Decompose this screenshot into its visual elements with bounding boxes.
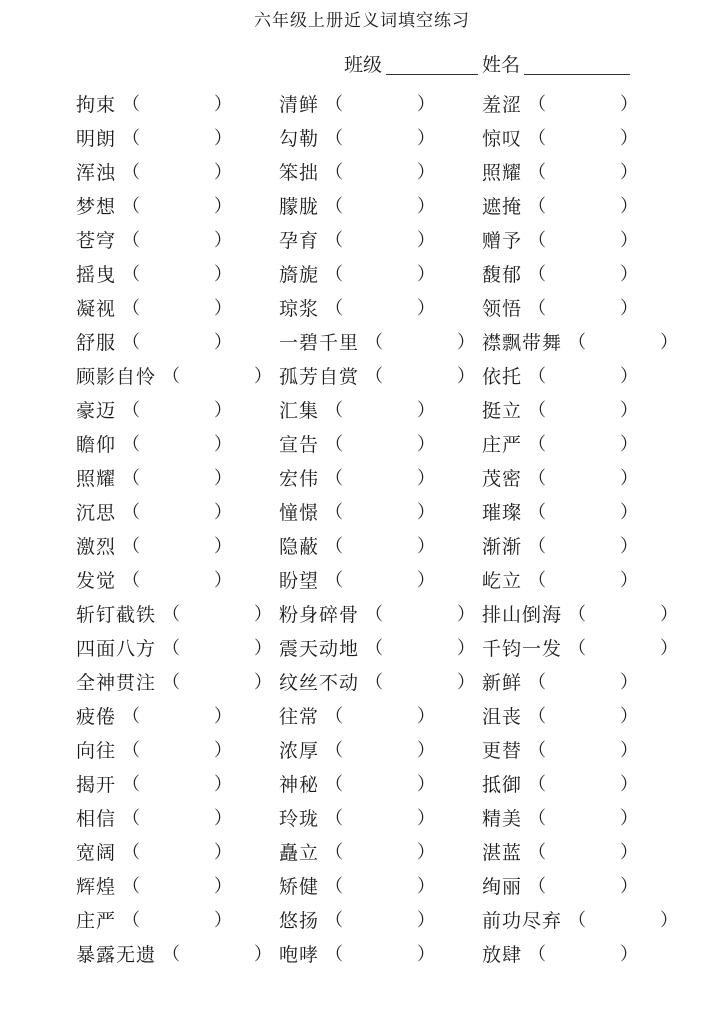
student-info	[344, 50, 634, 77]
answer-paren-open: （	[528, 502, 546, 523]
vocab-word: 全神贯注	[76, 672, 157, 694]
answer-paren-close: ）	[214, 536, 232, 557]
answer-paren-close: ）	[214, 94, 232, 115]
vocab-word: 盼望	[279, 570, 320, 592]
vocab-word: 咆哮	[279, 944, 320, 966]
answer-paren-open: （	[528, 196, 546, 217]
answer-paren-open: （	[122, 842, 140, 863]
answer-paren-open: （	[325, 774, 343, 795]
vocab-word: 发觉	[76, 570, 117, 592]
answer-paren-open: （	[528, 230, 546, 251]
answer-paren-close: ）	[214, 570, 232, 591]
answer-paren-open: （	[122, 400, 140, 421]
answer-paren-open: （	[122, 502, 140, 523]
vocab-word: 疲倦	[76, 706, 117, 728]
answer-paren-close: ）	[457, 672, 475, 693]
answer-paren-open: （	[528, 298, 546, 319]
answer-paren-open: （	[528, 162, 546, 183]
answer-paren-close: ）	[417, 196, 435, 217]
vocab-word: 一碧千里	[279, 332, 360, 354]
answer-paren-open: （	[568, 332, 586, 353]
answer-paren-close: ）	[214, 230, 232, 251]
answer-paren-close: ）	[620, 298, 638, 319]
vocab-word: 矫健	[279, 876, 320, 898]
vocab-word: 沉思	[76, 502, 117, 524]
answer-paren-close: ）	[620, 774, 638, 795]
answer-paren-close: ）	[417, 740, 435, 761]
vocab-word: 朦胧	[279, 196, 320, 218]
vocab-word: 放肆	[482, 944, 523, 966]
answer-paren-open: （	[122, 536, 140, 557]
vocab-word: 憧憬	[279, 502, 320, 524]
vocab-word: 汇集	[279, 400, 320, 422]
vocab-word: 豪迈	[76, 400, 117, 422]
answer-paren-open: （	[325, 128, 343, 149]
vocab-word: 浓厚	[279, 740, 320, 762]
answer-paren-close: ）	[214, 910, 232, 931]
vocab-word: 梦想	[76, 196, 117, 218]
vocab-word: 千钧一发	[482, 638, 563, 660]
answer-paren-open: （	[365, 672, 383, 693]
vocab-word: 遮掩	[482, 196, 523, 218]
vocab-word: 排山倒海	[482, 604, 563, 626]
vocab-word: 相信	[76, 808, 117, 830]
answer-paren-close: ）	[620, 706, 638, 727]
answer-paren-open: （	[122, 162, 140, 183]
answer-paren-open: （	[122, 196, 140, 217]
vocab-word: 湛蓝	[482, 842, 523, 864]
vocab-word: 向往	[76, 740, 117, 762]
answer-paren-open: （	[325, 298, 343, 319]
vocab-word: 惊叹	[482, 128, 523, 150]
answer-paren-close: ）	[214, 774, 232, 795]
vocab-word: 更替	[482, 740, 523, 762]
answer-paren-close: ）	[620, 876, 638, 897]
answer-paren-close: ）	[254, 944, 272, 965]
answer-paren-close: ）	[214, 162, 232, 183]
vocab-word: 襟飘带舞	[482, 332, 563, 354]
answer-paren-close: ）	[417, 94, 435, 115]
answer-paren-close: ）	[620, 94, 638, 115]
answer-paren-close: ）	[660, 604, 678, 625]
answer-paren-close: ）	[620, 196, 638, 217]
answer-paren-close: ）	[620, 944, 638, 965]
vocab-word: 宽阔	[76, 842, 117, 864]
answer-paren-open: （	[162, 638, 180, 659]
answer-paren-open: （	[122, 876, 140, 897]
answer-paren-close: ）	[620, 740, 638, 761]
answer-paren-open: （	[528, 774, 546, 795]
vocab-word: 神秘	[279, 774, 320, 796]
answer-paren-close: ）	[620, 264, 638, 285]
answer-paren-close: ）	[214, 876, 232, 897]
vocab-word: 摇曳	[76, 264, 117, 286]
answer-paren-open: （	[568, 604, 586, 625]
answer-paren-open: （	[528, 706, 546, 727]
answer-paren-open: （	[122, 264, 140, 285]
vocab-word: 宏伟	[279, 468, 320, 490]
vocab-word: 宣告	[279, 434, 320, 456]
answer-paren-open: （	[528, 672, 546, 693]
answer-paren-open: （	[528, 400, 546, 421]
answer-paren-open: （	[528, 876, 546, 897]
answer-paren-open: （	[528, 128, 546, 149]
answer-paren-close: ）	[417, 842, 435, 863]
answer-paren-close: ）	[417, 230, 435, 251]
answer-paren-close: ）	[417, 298, 435, 319]
vocab-word: 渐渐	[482, 536, 523, 558]
answer-paren-close: ）	[417, 808, 435, 829]
vocab-word: 苍穹	[76, 230, 117, 252]
answer-paren-open: （	[528, 94, 546, 115]
answer-paren-close: ）	[214, 332, 232, 353]
answer-paren-close: ）	[254, 638, 272, 659]
answer-paren-close: ）	[214, 842, 232, 863]
answer-paren-close: ）	[660, 332, 678, 353]
vocab-word: 凝视	[76, 298, 117, 320]
answer-paren-open: （	[122, 332, 140, 353]
vocab-word: 明朗	[76, 128, 117, 150]
answer-paren-close: ）	[620, 366, 638, 387]
vocab-word: 沮丧	[482, 706, 523, 728]
vocab-word: 旖旎	[279, 264, 320, 286]
answer-paren-open: （	[325, 162, 343, 183]
vocab-word: 茂密	[482, 468, 523, 490]
answer-paren-open: （	[325, 876, 343, 897]
worksheet-title: 六年级上册近义词填空练习	[254, 11, 470, 31]
answer-paren-open: （	[325, 570, 343, 591]
answer-paren-close: ）	[254, 366, 272, 387]
vocab-word: 震天动地	[279, 638, 360, 660]
answer-paren-open: （	[122, 468, 140, 489]
answer-paren-open: （	[122, 298, 140, 319]
vocab-word: 激烈	[76, 536, 117, 558]
answer-paren-open: （	[162, 366, 180, 387]
answer-paren-close: ）	[417, 910, 435, 931]
answer-paren-open: （	[528, 434, 546, 455]
answer-paren-open: （	[325, 468, 343, 489]
answer-paren-close: ）	[254, 604, 272, 625]
answer-paren-open: （	[325, 434, 343, 455]
answer-paren-open: （	[325, 842, 343, 863]
answer-paren-close: ）	[457, 604, 475, 625]
vocab-word: 领悟	[482, 298, 523, 320]
vocab-word: 抵御	[482, 774, 523, 796]
answer-paren-close: ）	[417, 434, 435, 455]
answer-paren-open: （	[325, 94, 343, 115]
answer-paren-open: （	[122, 570, 140, 591]
vocab-word: 往常	[279, 706, 320, 728]
vocab-word: 清鲜	[279, 94, 320, 116]
name-label: 姓名	[482, 54, 521, 76]
answer-paren-close: ）	[620, 434, 638, 455]
vocab-word: 拘束	[76, 94, 117, 116]
answer-paren-open: （	[528, 468, 546, 489]
class-blank[interactable]	[386, 54, 478, 75]
answer-paren-close: ）	[214, 740, 232, 761]
answer-paren-close: ）	[214, 264, 232, 285]
answer-paren-close: ）	[620, 808, 638, 829]
vocab-word: 隐蔽	[279, 536, 320, 558]
answer-paren-close: ）	[254, 672, 272, 693]
answer-paren-open: （	[325, 196, 343, 217]
answer-paren-open: （	[122, 94, 140, 115]
answer-paren-open: （	[528, 842, 546, 863]
vocab-word: 粉身碎骨	[279, 604, 360, 626]
answer-paren-open: （	[162, 604, 180, 625]
answer-paren-open: （	[528, 264, 546, 285]
answer-paren-open: （	[122, 706, 140, 727]
vocab-word: 新鲜	[482, 672, 523, 694]
answer-paren-close: ）	[417, 536, 435, 557]
answer-paren-open: （	[528, 366, 546, 387]
answer-paren-open: （	[122, 434, 140, 455]
answer-paren-open: （	[162, 944, 180, 965]
vocab-word: 庄严	[482, 434, 523, 456]
answer-paren-open: （	[325, 706, 343, 727]
answer-paren-close: ）	[417, 502, 435, 523]
vocab-word: 照耀	[76, 468, 117, 490]
vocab-word: 舒服	[76, 332, 117, 354]
answer-paren-close: ）	[214, 298, 232, 319]
answer-paren-open: （	[122, 910, 140, 931]
vocab-word: 暴露无遗	[76, 944, 157, 966]
vocab-word: 孕育	[279, 230, 320, 252]
vocab-word: 挺立	[482, 400, 523, 422]
vocab-word: 浑浊	[76, 162, 117, 184]
answer-paren-close: ）	[214, 468, 232, 489]
answer-paren-open: （	[122, 230, 140, 251]
answer-paren-open: （	[122, 808, 140, 829]
vocab-word: 玲珑	[279, 808, 320, 830]
answer-paren-close: ）	[660, 638, 678, 659]
answer-paren-close: ）	[417, 706, 435, 727]
answer-paren-close: ）	[620, 162, 638, 183]
answer-paren-open: （	[365, 332, 383, 353]
vocab-word: 羞涩	[482, 94, 523, 116]
answer-paren-open: （	[325, 400, 343, 421]
answer-paren-close: ）	[214, 128, 232, 149]
answer-paren-close: ）	[214, 808, 232, 829]
answer-paren-open: （	[528, 740, 546, 761]
answer-paren-close: ）	[417, 400, 435, 421]
answer-paren-open: （	[325, 944, 343, 965]
answer-paren-close: ）	[457, 332, 475, 353]
answer-paren-open: （	[365, 638, 383, 659]
vocab-word: 纹丝不动	[279, 672, 360, 694]
answer-paren-close: ）	[214, 434, 232, 455]
answer-paren-close: ）	[417, 128, 435, 149]
vocab-word: 斩钉截铁	[76, 604, 157, 626]
answer-paren-open: （	[365, 366, 383, 387]
answer-paren-open: （	[325, 230, 343, 251]
answer-paren-open: （	[122, 128, 140, 149]
vocab-word: 精美	[482, 808, 523, 830]
answer-paren-open: （	[528, 536, 546, 557]
answer-paren-close: ）	[417, 944, 435, 965]
vocab-word: 前功尽弃	[482, 910, 563, 932]
answer-paren-close: ）	[620, 468, 638, 489]
name-blank[interactable]	[524, 54, 630, 75]
answer-paren-open: （	[122, 740, 140, 761]
vocab-word: 悠扬	[279, 910, 320, 932]
answer-paren-open: （	[325, 910, 343, 931]
answer-paren-open: （	[528, 808, 546, 829]
vocab-word: 孤芳自赏	[279, 366, 360, 388]
answer-paren-close: ）	[620, 842, 638, 863]
answer-paren-close: ）	[417, 468, 435, 489]
vocab-word: 四面八方	[76, 638, 157, 660]
answer-paren-open: （	[568, 638, 586, 659]
vocab-word: 琼浆	[279, 298, 320, 320]
answer-paren-close: ）	[417, 264, 435, 285]
answer-paren-open: （	[325, 502, 343, 523]
answer-paren-close: ）	[620, 128, 638, 149]
vocab-word: 庄严	[76, 910, 117, 932]
answer-paren-close: ）	[620, 536, 638, 557]
answer-paren-open: （	[365, 604, 383, 625]
answer-paren-close: ）	[214, 196, 232, 217]
vocab-word: 璀璨	[482, 502, 523, 524]
answer-paren-open: （	[162, 672, 180, 693]
answer-paren-close: ）	[620, 400, 638, 421]
vocab-word: 依托	[482, 366, 523, 388]
vocab-word: 瞻仰	[76, 434, 117, 456]
answer-paren-close: ）	[214, 706, 232, 727]
answer-paren-close: ）	[620, 502, 638, 523]
answer-paren-close: ）	[457, 638, 475, 659]
vocab-word: 馥郁	[482, 264, 523, 286]
answer-paren-open: （	[325, 808, 343, 829]
vocab-word: 照耀	[482, 162, 523, 184]
vocab-word: 顾影自怜	[76, 366, 157, 388]
answer-paren-open: （	[528, 570, 546, 591]
answer-paren-close: ）	[214, 502, 232, 523]
answer-paren-open: （	[528, 944, 546, 965]
answer-paren-close: ）	[620, 230, 638, 251]
vocab-word: 绚丽	[482, 876, 523, 898]
vocab-word: 笨拙	[279, 162, 320, 184]
answer-paren-close: ）	[457, 366, 475, 387]
answer-paren-open: （	[568, 910, 586, 931]
answer-paren-close: ）	[417, 570, 435, 591]
vocab-word: 揭开	[76, 774, 117, 796]
class-label: 班级	[344, 54, 383, 76]
vocab-word: 矗立	[279, 842, 320, 864]
answer-paren-close: ）	[620, 672, 638, 693]
answer-paren-close: ）	[417, 774, 435, 795]
answer-paren-open: （	[325, 536, 343, 557]
answer-paren-close: ）	[417, 162, 435, 183]
answer-paren-close: ）	[214, 400, 232, 421]
answer-paren-open: （	[122, 774, 140, 795]
vocab-word: 赠予	[482, 230, 523, 252]
vocab-word: 勾勒	[279, 128, 320, 150]
vocab-word: 屹立	[482, 570, 523, 592]
answer-paren-close: ）	[417, 876, 435, 897]
answer-paren-close: ）	[620, 570, 638, 591]
answer-paren-close: ）	[660, 910, 678, 931]
answer-paren-open: （	[325, 264, 343, 285]
answer-paren-open: （	[325, 740, 343, 761]
vocab-word: 辉煌	[76, 876, 117, 898]
